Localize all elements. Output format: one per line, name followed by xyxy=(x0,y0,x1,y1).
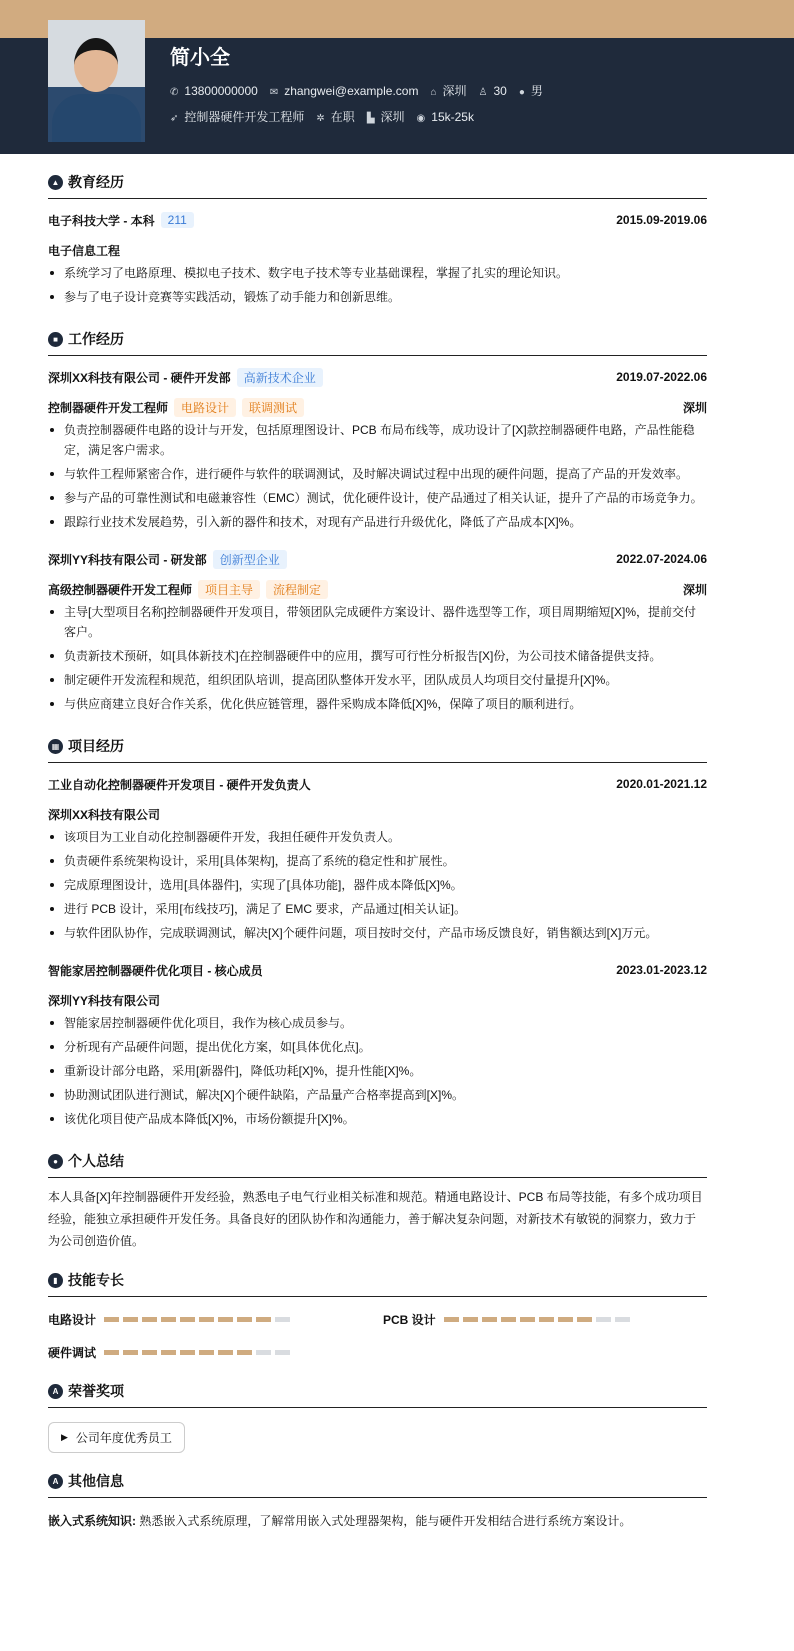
project-bullets xyxy=(48,827,707,943)
honor-label: 公司年度优秀员工 xyxy=(75,1431,172,1445)
list-item: 与软件工程师紧密合作，进行硬件与软件的联调测试，及时解决调试过程中出现的硬件问题，提高了产品的开发效率。 xyxy=(48,464,707,484)
role-name: 高级控制器硬件开发工程师 xyxy=(48,582,193,597)
award-icon: A xyxy=(48,1384,63,1399)
level-segment xyxy=(104,1317,119,1322)
list-item: 与软件团队协作，完成联调测试，解决[X]个硬件问题，项目按时交付，产品市场反馈良好，销售额达到[X]万元。 xyxy=(48,923,707,943)
date: 2015.09-2019.06 xyxy=(616,213,707,227)
gender-icon: ● xyxy=(518,87,525,98)
other-title xyxy=(48,1471,707,1498)
job-target: 控制器硬件开发工程师 xyxy=(184,110,305,124)
skill-level-bar xyxy=(444,1317,630,1322)
level-segment xyxy=(123,1350,138,1355)
company-name: 深圳YY科技有限公司 - 研发部 xyxy=(48,552,207,567)
list-item: 参与了电子设计竞赛等实践活动，锻炼了动手能力和创新思维。 xyxy=(48,287,707,307)
section-label: 工作经历 xyxy=(68,331,124,347)
other-label: 嵌入式系统知识: xyxy=(48,1514,136,1528)
phone: 13800000000 xyxy=(184,83,258,98)
education-title xyxy=(48,172,707,199)
level-segment xyxy=(501,1317,516,1322)
level-segment xyxy=(615,1317,630,1322)
info-icon: A xyxy=(48,1474,63,1489)
level-segment xyxy=(218,1350,233,1355)
skill-level-bar xyxy=(104,1350,290,1355)
work-bullets xyxy=(48,420,707,532)
contact-row xyxy=(170,82,543,99)
resume-body xyxy=(48,170,707,1529)
list-item: 协助测试团队进行测试，解决[X]个硬件缺陷，产品量产合格率提高到[X]%。 xyxy=(48,1085,707,1105)
skill-name: 硬件调试 xyxy=(48,1346,97,1360)
level-segment xyxy=(558,1317,573,1322)
age: 30 xyxy=(493,83,507,98)
level-segment xyxy=(180,1350,195,1355)
briefcase-icon: ■ xyxy=(48,332,63,347)
role xyxy=(48,398,304,417)
level-segment xyxy=(482,1317,497,1322)
role-tag: 流程制定 xyxy=(266,580,328,599)
work-bullets xyxy=(48,602,707,714)
level-segment xyxy=(237,1350,252,1355)
list-item: 负责控制器硬件电路的设计与开发，包括原理图设计、PCB 布局布线等，成功设计了[X]款控制器硬件电路，产品性能稳定，满足客户需求。 xyxy=(48,420,707,460)
role-row xyxy=(48,398,707,416)
work-city: 深圳 xyxy=(682,400,707,415)
school-tag: 211 xyxy=(161,212,194,228)
level-segment xyxy=(161,1350,176,1355)
skill-item xyxy=(383,1311,707,1328)
graduation-icon: ▲ xyxy=(48,175,63,190)
work-title xyxy=(48,329,707,356)
skill-item xyxy=(48,1344,383,1361)
email: zhangwei@example.com xyxy=(284,83,419,98)
gender: 男 xyxy=(530,84,543,98)
company-row xyxy=(48,550,707,568)
grid-icon: ▦ xyxy=(48,739,63,754)
date: 2020.01-2021.12 xyxy=(616,777,707,791)
level-segment xyxy=(123,1317,138,1322)
honor-item xyxy=(48,1422,185,1453)
work-city: 深圳 xyxy=(682,582,707,597)
company xyxy=(48,550,287,569)
section-label: 项目经历 xyxy=(68,738,124,754)
job-status: 在职 xyxy=(330,110,355,124)
skill-level-bar xyxy=(104,1317,290,1322)
project-row xyxy=(48,961,707,979)
role xyxy=(48,580,328,599)
education-bullets xyxy=(48,263,707,307)
list-item: 主导[大型项目名称]控制器硬件开发项目，带领团队完成硬件方案设计、器件选型等工作，项目周期缩短[X]%，提前交付客户。 xyxy=(48,602,707,642)
level-segment xyxy=(161,1317,176,1322)
education-row xyxy=(48,211,707,229)
role-row xyxy=(48,580,707,598)
level-segment xyxy=(104,1350,119,1355)
list-item: 重新设计部分电路，采用[新器件]，降低功耗[X]%，提升性能[X]%。 xyxy=(48,1061,707,1081)
status-icon: ✲ xyxy=(316,113,325,124)
list-item: 该优化项目使产品成本降低[X]%，市场份额提升[X]%。 xyxy=(48,1109,707,1129)
section-label: 其他信息 xyxy=(68,1473,124,1489)
level-segment xyxy=(275,1317,290,1322)
level-segment xyxy=(199,1350,214,1355)
projects-title xyxy=(48,736,707,763)
level-segment xyxy=(539,1317,554,1322)
salary: 15k-25k xyxy=(431,109,474,124)
level-segment xyxy=(199,1317,214,1322)
project-company: 深圳YY科技有限公司 xyxy=(48,993,161,1008)
project-name: 智能家居控制器硬件优化项目 - 核心成员 xyxy=(48,963,263,978)
honors-title xyxy=(48,1381,707,1408)
skills-title xyxy=(48,1270,707,1297)
list-item: 分析现有产品硬件问题，提出优化方案，如[具体优化点]。 xyxy=(48,1037,707,1057)
list-item: 负责新技术预研，如[具体新技术]在控制器硬件中的应用，撰写可行性分析报告[X]份，为公司技术储备提供支持。 xyxy=(48,646,707,666)
send-icon: ➶ xyxy=(170,113,179,124)
list-item: 负责硬件系统架构设计，采用[具体架构]，提高了系统的稳定性和扩展性。 xyxy=(48,851,707,871)
cake-icon: ♙ xyxy=(478,86,488,98)
company-name: 深圳XX科技有限公司 - 硬件开发部 xyxy=(48,370,231,385)
level-segment xyxy=(520,1317,535,1322)
role-tag: 项目主导 xyxy=(198,580,260,599)
project-bullets xyxy=(48,1013,707,1129)
role-name: 控制器硬件开发工程师 xyxy=(48,400,169,415)
candidate-name: 简小全 xyxy=(170,47,230,69)
date: 2023.01-2023.12 xyxy=(616,963,707,977)
section-label: 技能专长 xyxy=(68,1272,124,1288)
level-segment xyxy=(275,1350,290,1355)
mail-icon: ✉ xyxy=(269,86,279,98)
level-segment xyxy=(256,1350,271,1355)
school: 电子科技大学 - 本科 xyxy=(48,213,155,228)
level-segment xyxy=(463,1317,478,1322)
list-item: 完成原理图设计，选用[具体器件]，实现了[具体功能]，器件成本降低[X]%。 xyxy=(48,875,707,895)
project-name: 工业自动化控制器硬件开发项目 - 硬件开发负责人 xyxy=(48,777,311,792)
role-tag: 电路设计 xyxy=(174,398,236,417)
skill-item xyxy=(48,1311,383,1328)
list-item: 系统学习了电路原理、模拟电子技术、数字电子技术等专业基础课程，掌握了扎实的理论知识。 xyxy=(48,263,707,283)
triangle-icon: ▶ xyxy=(61,1432,68,1442)
level-segment xyxy=(142,1350,157,1355)
job-row xyxy=(170,108,474,125)
target-city: 深圳 xyxy=(380,110,405,124)
user-icon: ● xyxy=(48,1154,63,1169)
major: 电子信息工程 xyxy=(48,243,121,258)
city: 深圳 xyxy=(442,84,467,98)
section-label: 教育经历 xyxy=(68,174,124,190)
summary-title xyxy=(48,1151,707,1178)
project-row xyxy=(48,775,707,793)
list-item: 跟踪行业技术发展趋势，引入新的器件和技术，对现有产品进行升级优化，降低了产品成本[X]%。 xyxy=(48,512,707,532)
list-item: 参与产品的可靠性测试和电磁兼容性（EMC）测试，优化硬件设计，使产品通过了相关认证，提升了产品的市场竞争力。 xyxy=(48,488,707,508)
summary-text: 本人具备[X]年控制器硬件开发经验，熟悉电子电气行业相关标准和规范。精通电路设计、PCB 布局等技能，有多个成功项目经验，能独立承担硬件开发任务。具备良好的团队协作和沟通能力，善于解决复杂问题，对新技术有敏锐的洞察力，致力于为公司创造价值。 xyxy=(48,1190,703,1248)
phone-icon: ✆ xyxy=(170,86,179,98)
level-segment xyxy=(577,1317,592,1322)
level-segment xyxy=(444,1317,459,1322)
skill-name: 电路设计 xyxy=(48,1313,97,1327)
section-label: 荣誉奖项 xyxy=(68,1383,124,1399)
list-item: 智能家居控制器硬件优化项目，我作为核心成员参与。 xyxy=(48,1013,707,1033)
role-tag: 联调测试 xyxy=(242,398,304,417)
chart-icon: ▮ xyxy=(48,1273,63,1288)
section-label: 个人总结 xyxy=(68,1153,124,1169)
level-segment xyxy=(596,1317,611,1322)
level-segment xyxy=(256,1317,271,1322)
project-company: 深圳XX科技有限公司 xyxy=(48,807,161,822)
list-item: 该项目为工业自动化控制器硬件开发，我担任硬件开发负责人。 xyxy=(48,827,707,847)
avatar-photo xyxy=(48,20,145,142)
building-icon: ▙ xyxy=(366,113,375,124)
company-row xyxy=(48,368,707,386)
list-item: 与供应商建立良好合作关系，优化供应链管理，器件采购成本降低[X]%，保障了项目的顺利进行。 xyxy=(48,694,707,714)
company-tag: 高新技术企业 xyxy=(237,368,323,387)
date: 2019.07-2022.06 xyxy=(616,370,707,384)
level-segment xyxy=(218,1317,233,1322)
level-segment xyxy=(237,1317,252,1322)
home-icon: ⌂ xyxy=(430,87,437,98)
company-tag: 创新型企业 xyxy=(213,550,287,569)
company xyxy=(48,368,323,387)
date: 2022.07-2024.06 xyxy=(616,552,707,566)
other-text: 熟悉嵌入式系统原理，了解常用嵌入式处理器架构，能与硬件开发相结合进行系统方案设计。 xyxy=(139,1514,632,1528)
level-segment xyxy=(180,1317,195,1322)
skill-name: PCB 设计 xyxy=(383,1313,436,1327)
other-info xyxy=(48,1512,707,1529)
list-item: 制定硬件开发流程和规范，组织团队培训，提高团队整体开发水平，团队成员人均项目交付量提升[X]%。 xyxy=(48,670,707,690)
salary-icon: ◉ xyxy=(416,112,426,124)
list-item: 进行 PCB 设计，采用[布线技巧]，满足了 EMC 要求，产品通过[相关认证]。 xyxy=(48,899,707,919)
level-segment xyxy=(142,1317,157,1322)
